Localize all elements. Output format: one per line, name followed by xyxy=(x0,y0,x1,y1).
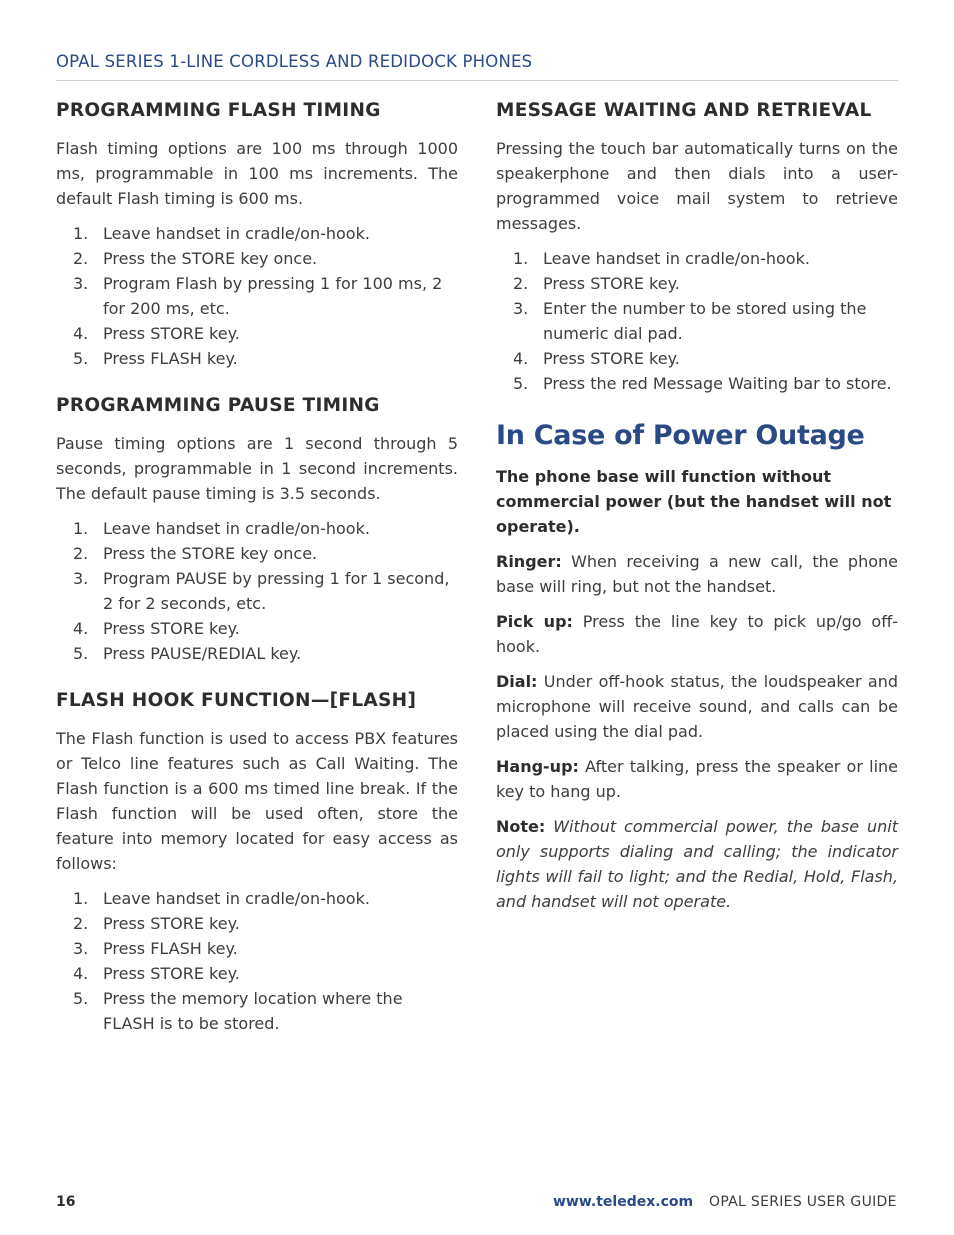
section-paragraph: Flash timing options are 100 ms through 1000 ms, programmable in 100 ms increments. The default Flash timing is 600 ms. xyxy=(56,139,458,208)
pickup-paragraph xyxy=(496,609,898,659)
section-pause-timing xyxy=(56,393,458,666)
running-header: OPAL SERIES 1-LINE CORDLESS AND REDIDOCK PHONES xyxy=(56,52,533,71)
list-item: 5. Press the memory location where the FLASH is to be stored. xyxy=(73,989,403,1033)
note-text: Without commercial power, the base unit only supports dialing and calling; the indicator lights will fail to light; and the Redial, Hold, Flash, and handset will not operate. xyxy=(496,817,898,911)
list-item: 5. Press FLASH key. xyxy=(73,349,238,368)
list-item: 4. Press STORE key. xyxy=(73,324,240,343)
right-column xyxy=(496,98,898,924)
steps-list xyxy=(56,516,458,666)
dial-paragraph xyxy=(496,669,898,744)
hangup-paragraph xyxy=(496,754,898,804)
section-heading: PROGRAMMING PAUSE TIMING xyxy=(56,395,380,416)
section-heading: FLASH HOOK FUNCTION—[FLASH] xyxy=(56,690,417,711)
list-item: 1. Leave handset in cradle/on-hook. xyxy=(73,889,370,908)
list-item: 4. Press STORE key. xyxy=(73,964,240,983)
term-label: Ringer: xyxy=(496,552,562,571)
term-label: Pick up: xyxy=(496,612,573,631)
section-title: In Case of Power Outage xyxy=(496,420,865,451)
left-column xyxy=(56,98,458,1058)
list-item: 5. Press the red Message Waiting bar to store. xyxy=(513,374,892,393)
section-message-waiting xyxy=(496,98,898,396)
section-paragraph: The Flash function is used to access PBX features or Telco line features such as Call Waiting. The Flash function is a 600 ms timed line break. If the Flash function will be used often, store the feature into memory located for easy access as follows: xyxy=(56,729,458,873)
section-paragraph: Pause timing options are 1 second through 5 seconds, programmable in 1 second increments. The default pause timing is 3.5 seconds. xyxy=(56,434,458,503)
list-item: 3. Program Flash by pressing 1 for 100 ms, 2 for 200 ms, etc. xyxy=(73,274,443,318)
list-item: 1. Leave handset in cradle/on-hook. xyxy=(73,224,370,243)
list-item: 2. Press STORE key. xyxy=(73,914,240,933)
header-divider xyxy=(56,80,898,81)
term-description: Press the line key to pick up/go off-hook. xyxy=(496,612,898,656)
list-item: 3. Press FLASH key. xyxy=(73,939,238,958)
section-heading: PROGRAMMING FLASH TIMING xyxy=(56,100,381,121)
intro-paragraph: The phone base will function without commercial power (but the handset will not operate). xyxy=(496,467,892,536)
term-label: Dial: xyxy=(496,672,538,691)
term-label: Note: xyxy=(496,817,546,836)
term-description: After talking, press the speaker or line key to hang up. xyxy=(496,757,898,801)
section-heading: MESSAGE WAITING AND RETRIEVAL xyxy=(496,100,872,121)
section-power-outage xyxy=(496,418,898,914)
section-flash-hook xyxy=(56,688,458,1036)
guide-title: OPAL SERIES USER GUIDE xyxy=(709,1194,897,1210)
list-item: 3. Program PAUSE by pressing 1 for 1 second, 2 for 2 seconds, etc. xyxy=(73,569,450,613)
list-item: 5. Press PAUSE/REDIAL key. xyxy=(73,644,302,663)
term-description: Under off-hook status, the loudspeaker and microphone will receive sound, and calls can be placed using the dial pad. xyxy=(496,672,898,741)
list-item: 4. Press STORE key. xyxy=(73,619,240,638)
section-flash-timing xyxy=(56,98,458,371)
term-description: When receiving a new call, the phone base will ring, but not the handset. xyxy=(496,552,898,596)
list-item: 4. Press STORE key. xyxy=(513,349,680,368)
steps-list xyxy=(56,886,458,1036)
website-link[interactable]: www.teledex.com xyxy=(553,1194,694,1210)
section-paragraph: Pressing the touch bar automatically turns on the speakerphone and then dials into a user-programmed voice mail system to retrieve messages. xyxy=(496,139,898,233)
steps-list xyxy=(56,221,458,371)
list-item: 3. Enter the number to be stored using the numeric dial pad. xyxy=(513,299,867,343)
list-item: 2. Press the STORE key once. xyxy=(73,249,318,268)
list-item: 2. Press STORE key. xyxy=(513,274,680,293)
list-item: 1. Leave handset in cradle/on-hook. xyxy=(73,519,370,538)
ringer-paragraph xyxy=(496,549,898,599)
list-item: 1. Leave handset in cradle/on-hook. xyxy=(513,249,810,268)
note-paragraph xyxy=(496,814,898,914)
term-label: Hang-up: xyxy=(496,757,579,776)
steps-list xyxy=(496,246,898,396)
page-number: 16 xyxy=(56,1194,76,1210)
list-item: 2. Press the STORE key once. xyxy=(73,544,318,563)
